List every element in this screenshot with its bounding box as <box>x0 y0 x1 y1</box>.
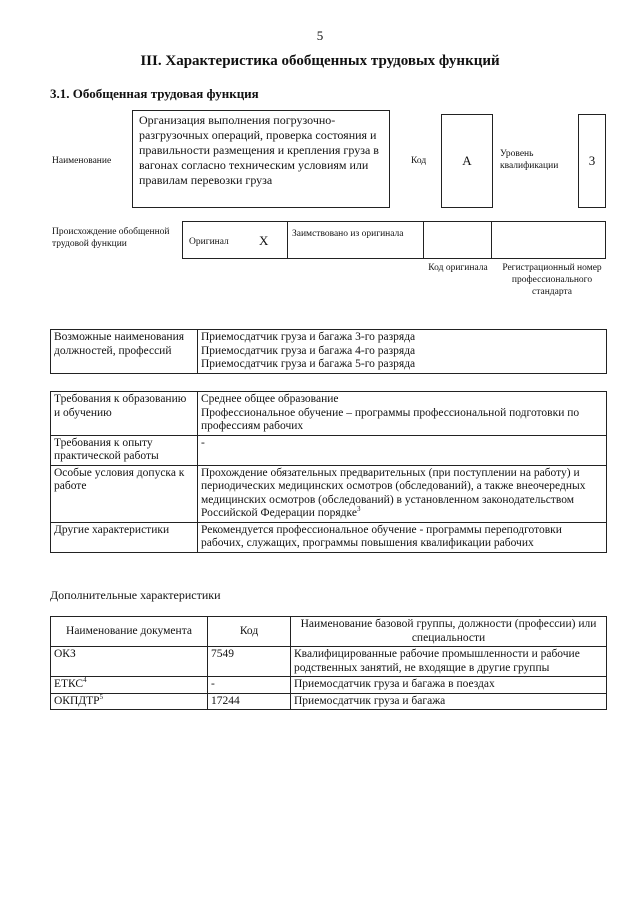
requirement-label: Требования к образованию и обучению <box>51 392 198 436</box>
positions-values <box>198 330 607 374</box>
reg-number-cell <box>491 221 606 259</box>
footnote-mark: 3 <box>356 505 361 514</box>
original-cell <box>182 221 288 259</box>
header-name: Наименование базовой группы, должности (профессии) или специальности <box>291 617 607 647</box>
level-value: 3 <box>588 153 596 168</box>
additional-row <box>51 677 607 694</box>
code-cell: 7549 <box>208 647 291 677</box>
requirements-row <box>51 435 607 465</box>
code-label: Код <box>411 156 427 166</box>
section-title: III. Характеристика обобщенных трудовых функций <box>140 53 500 69</box>
code-original-cell <box>423 221 492 259</box>
code-original-label: Код оригинала <box>428 263 488 273</box>
level-box <box>578 114 606 208</box>
borrowed-cell <box>287 221 424 259</box>
code-value: А <box>462 153 472 168</box>
requirements-row <box>51 522 607 552</box>
name-label: Наименование <box>52 156 112 166</box>
requirement-value-cell <box>198 465 607 522</box>
code-box <box>441 114 493 208</box>
requirement-value: - <box>198 435 607 465</box>
additional-row <box>51 647 607 677</box>
requirement-label: Особые условия допуска к работе <box>51 465 198 522</box>
gtf-name-value: Организация выполнения погрузочно-разгрузочных операций, проверка состояния и правильности размещения и крепления груза в вагонах согласно техническим условиям или правилам перевозки груза <box>139 113 379 187</box>
doc-cell <box>51 647 208 677</box>
doc-name: ОКЗ <box>54 648 76 660</box>
header-doc: Наименование документа <box>51 617 208 647</box>
code-cell: 17244 <box>208 693 291 710</box>
additional-title: Дополнительные характеристики <box>50 588 221 602</box>
requirements-table <box>50 391 607 553</box>
additional-table <box>50 616 607 710</box>
requirement-value: Среднее общее образование Профессиональное обучение – программы профессиональной подготовки по профессиям рабочих <box>198 392 607 436</box>
requirement-value: Рекомендуется профессиональное обучение - программы переподготовки рабочих, служащих, программы повышения квалификации рабочих <box>198 522 607 552</box>
reg-number-label: Регистрационный номер профессионального стандарта <box>502 263 602 297</box>
requirements-row <box>51 465 607 522</box>
borrowed-label: Заимствовано из оригинала <box>292 229 404 239</box>
header-code: Код <box>208 617 291 647</box>
doc-cell <box>51 693 208 710</box>
footnote-mark: 4 <box>83 676 87 685</box>
footnote-mark: 5 <box>99 692 104 701</box>
additional-header-row <box>51 617 607 647</box>
requirements-row <box>51 392 607 436</box>
requirement-value: Прохождение обязательных предварительных (при поступлении на работу) и периодических медицинских осмотров (обследований), а также внеочередных медицинских осмотров (обследований) в установленном законодательством Российской Федерации порядке <box>201 466 586 519</box>
code-cell: - <box>208 677 291 694</box>
origin-label: Происхождение обобщенной трудовой функции <box>52 227 170 249</box>
origin-row <box>182 221 606 259</box>
doc-cell <box>51 677 208 694</box>
position-item: Приемосдатчик груза и багажа 4-го разряда <box>201 344 416 357</box>
positions-row <box>51 330 607 374</box>
name-cell: Приемосдатчик груза и багажа <box>291 693 607 710</box>
additional-row <box>51 693 607 710</box>
name-cell: Приемосдатчик груза и багажа в поездах <box>291 677 607 694</box>
position-item: Приемосдатчик груза и багажа 5-го разряда <box>201 358 416 370</box>
position-item: Приемосдатчик груза и багажа 3-го разряда <box>201 331 416 343</box>
original-label: Оригинал <box>189 237 229 247</box>
doc-name: ЕТКС <box>54 678 84 690</box>
name-cell: Квалифицированные рабочие промышленности и рабочие родственных занятий, не входящие в другие группы <box>291 647 607 677</box>
gtf-name-box <box>132 110 390 208</box>
requirement-label: Другие характеристики <box>51 522 198 552</box>
positions-table <box>50 329 607 374</box>
original-mark: X <box>259 233 269 248</box>
subsection-title: 3.1. Обобщенная трудовая функция <box>50 86 259 101</box>
requirement-label: Требования к опыту практической работы <box>51 435 198 465</box>
doc-name: ОКПДТР <box>54 694 100 707</box>
level-label: Уровень квалификации <box>500 149 559 171</box>
positions-label: Возможные наименования должностей, профессий <box>51 330 198 374</box>
page-number: 5 <box>316 28 324 43</box>
